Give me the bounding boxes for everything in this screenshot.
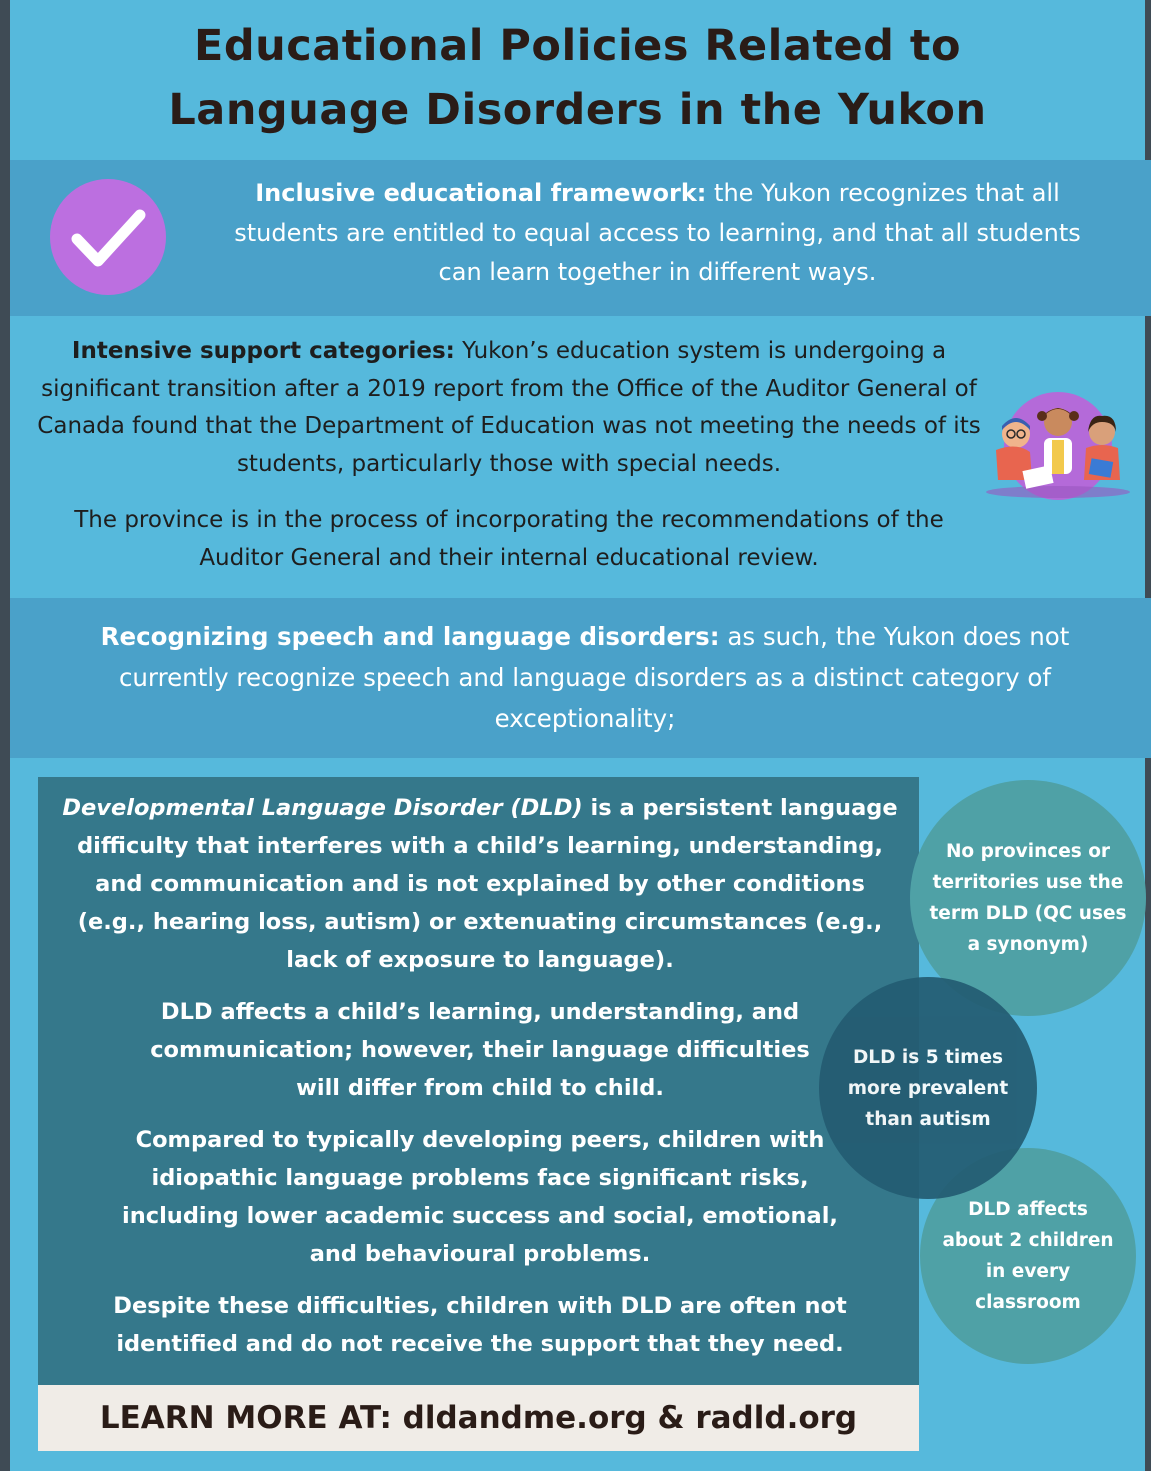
intensive-para-2: The province is in the process of incorporating the recommendations of the Auditor General and their internal educational review. <box>74 507 944 571</box>
recognizing-heading: Recognizing speech and language disorders: <box>100 622 720 651</box>
recognizing-body: as such, the Yukon does not currently recognize speech and language disorders as a distinct category of exceptionality; <box>118 622 1070 733</box>
stat-bubble-text: DLD affects about 2 children in every classroom <box>942 1199 1114 1313</box>
intensive-section <box>30 333 988 577</box>
dld-para-3: Compared to typically developing peers, children with idiopathic language problems face significant risks, including lower academic success and social, emotional, and behavioural problems. <box>122 1127 838 1267</box>
recognizing-text <box>70 616 1100 739</box>
intensive-body: Yukon’s education system is undergoing a significant transition after a 2019 report from the Office of the Auditor General of Canada found that the Department of Education was not meeting the needs of its students, particularly those with special needs. <box>37 338 981 477</box>
page-title <box>10 14 1145 142</box>
intensive-para-1 <box>30 333 988 483</box>
stat-bubble-prevalence <box>819 977 1037 1199</box>
dld-term: Developmental Language Disorder (DLD) <box>62 795 583 821</box>
dld-para-4: Despite these difficulties, children with DLD are often not identified and do not receive the support that they need. <box>113 1293 847 1357</box>
inclusive-heading: Inclusive educational framework: <box>255 179 707 207</box>
title-line-1: Educational Policies Related to <box>193 21 962 71</box>
left-edge <box>0 0 10 1471</box>
intensive-heading: Intensive support categories: <box>71 338 455 364</box>
inclusive-text <box>215 174 1100 293</box>
learn-more-banner: LEARN MORE AT: dldandme.org & radld.org <box>38 1385 919 1451</box>
inclusive-body: the Yukon recognizes that all students are entitled to equal access to learning, and that all students can learn together in different ways. <box>234 179 1081 286</box>
dld-para-2: DLD affects a child’s learning, understanding, and communication; however, their language difficulties will differ from child to child. <box>150 999 810 1101</box>
checkmark-icon <box>50 179 166 295</box>
stat-bubble-text: DLD is 5 times more prevalent than autism <box>847 1046 1009 1130</box>
title-line-2: Language Disorders in the Yukon <box>168 85 987 135</box>
children-illustration <box>978 388 1138 500</box>
dld-text <box>60 789 900 1363</box>
dld-para-1 <box>60 789 900 979</box>
dld-definition: is a persistent language difficulty that interferes with a child’s learning, understanding, and communication and is not explained by other conditions (e.g., hearing loss, autism) or extenuating circumstances (e.g., lack of exposure to language). <box>77 795 898 973</box>
stat-bubble-text: No provinces or territories use the term DLD (QC uses a synonym) <box>929 841 1127 955</box>
